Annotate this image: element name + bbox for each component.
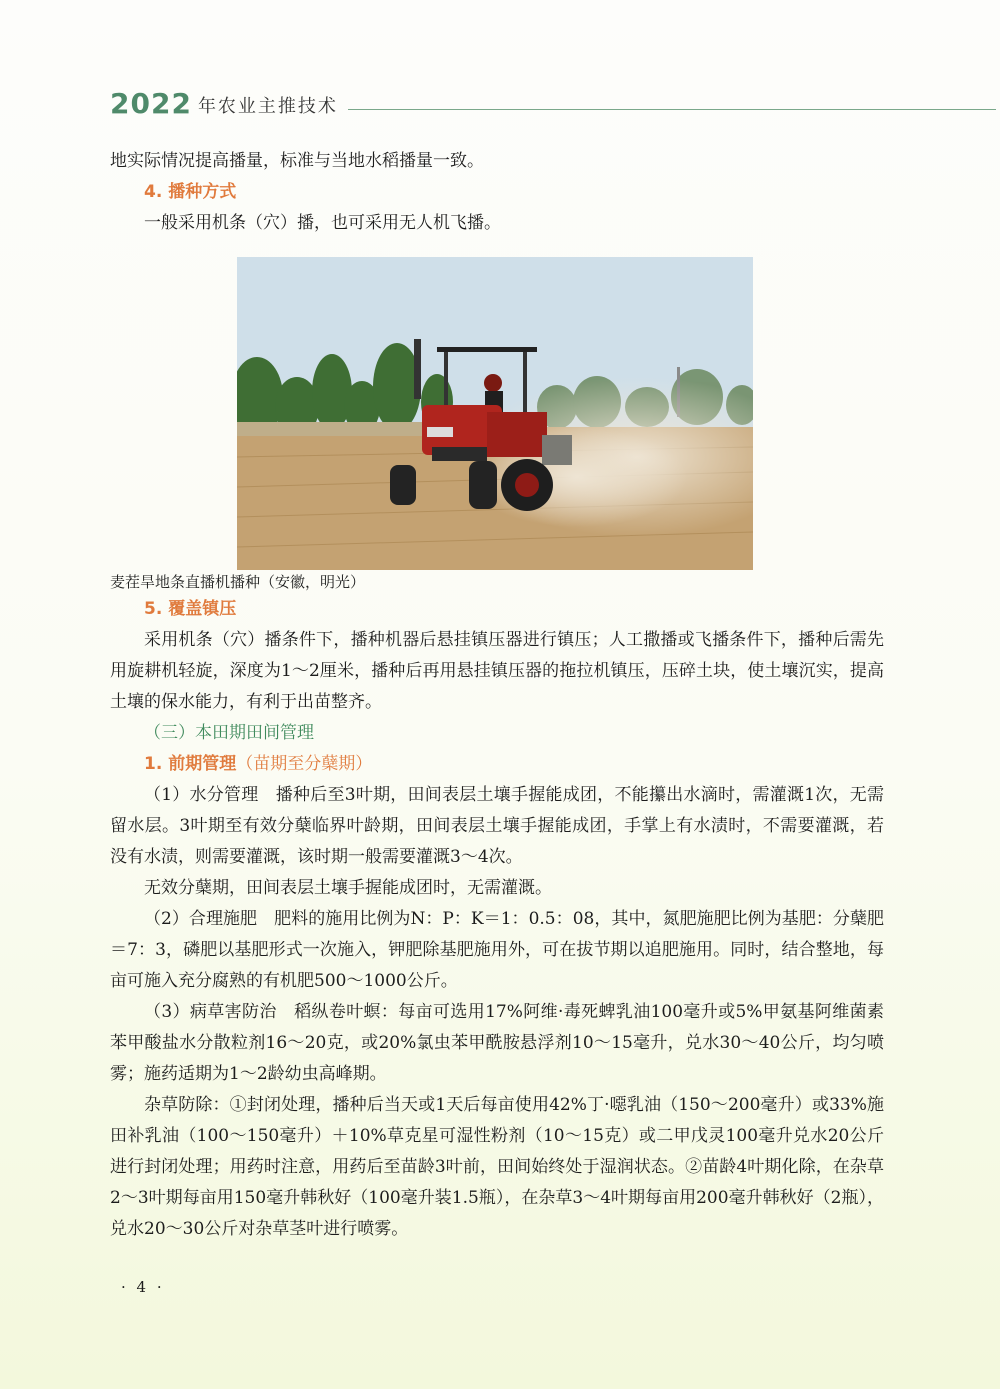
paragraph-continuation: 地实际情况提高播量，标准与当地水稻播量一致。 [110, 151, 484, 171]
paragraph-cover-press: 采用机条（穴）播条件下，播种机器后悬挂镇压器进行镇压；人工撒播或飞播条件下，播种后需先用旋耕机轻旋，深度为1～2厘米，播种后再用悬挂镇压器的拖拉机镇压，压碎土块，使土壤沉实，提高土壤的保水能力，有利于出苗整齐。 [110, 630, 884, 712]
paragraph-ineffective-tillering: 无效分蘖期，田间表层土壤手握能成团时，无需灌溉。 [144, 878, 552, 898]
paragraph-water-management: （1）水分管理 播种后至3叶期，田间表层土壤手握能成团，不能攥出水滴时，需灌溉1次，无需留水层。3叶期至有效分蘖临界叶龄期，田间表层土壤手握能成团，手掌上有水渍时，不需要灌溉，若没有水渍，则需要灌溉，该时期一般需要灌溉3～4次。 [110, 785, 884, 867]
heading-cover-press: 5. 覆盖镇压 [144, 599, 237, 619]
heading-field-management: （三）本田期田间管理 [144, 723, 314, 743]
paragraph-pest-control: （3）病草害防治 稻纵卷叶螟：每亩可选用17%阿维·毒死蜱乳油100毫升或5%甲氨基阿维菌素苯甲酸盐水分散粒剂16～20克，或20%氯虫苯甲酰胺悬浮剂10～15毫升，兑水30～40公斤，均匀喷雾；施药适期为1～2龄幼虫高峰期。 [110, 1002, 884, 1084]
page-number: · 4 · [121, 1278, 165, 1296]
header-title: 年农业主推技术 [197, 96, 338, 117]
figure [110, 257, 884, 594]
paragraph-fertilization: （2）合理施肥 肥料的施用比例为N：P：K＝1：0.5：08，其中，氮肥施肥比例为基肥：分蘖肥＝7：3，磷肥以基肥形式一次施入，钾肥除基肥施用外，可在拔节期以追肥施用。同时，结合整地，每亩可施入充分腐熟的有机肥500～1000公斤。 [110, 909, 884, 991]
tractor-sowing-photo [237, 257, 753, 570]
page-content [110, 146, 884, 1245]
header-year: 2022 [110, 87, 192, 120]
heading-early-management-main: 1. 前期管理 [144, 754, 237, 774]
heading-sowing-method: 4. 播种方式 [144, 182, 237, 202]
tractor-photo-illustration [237, 257, 753, 570]
heading-early-management-sub: （苗期至分蘖期） [236, 754, 373, 774]
paragraph-sowing-method: 一般采用机条（穴）播，也可采用无人机飞播。 [144, 213, 501, 233]
figure-caption: 麦茬旱地条直播机播种（安徽，明光） [110, 573, 366, 591]
heading-early-management [110, 749, 884, 780]
running-header [110, 84, 996, 118]
paragraph-weed-control: 杂草防除：①封闭处理，播种后当天或1天后每亩使用42%丁·噁乳油（150～200毫升）或33%施田补乳油（100～150毫升）＋10%草克星可湿性粉剂（10～15克）或二甲戊灵100毫升兑水20公斤进行封闭处理；用药时注意，用药后至苗龄3叶前，田间始终处于湿润状态。②苗龄4叶期化除，在杂草2～3叶期每亩用150毫升韩秋好（100毫升装1.5瓶），在杂草3～4叶期每亩用200毫升韩秋好（2瓶），兑水20～30公斤对杂草茎叶进行喷雾。 [110, 1095, 884, 1239]
header-rule [348, 109, 996, 110]
